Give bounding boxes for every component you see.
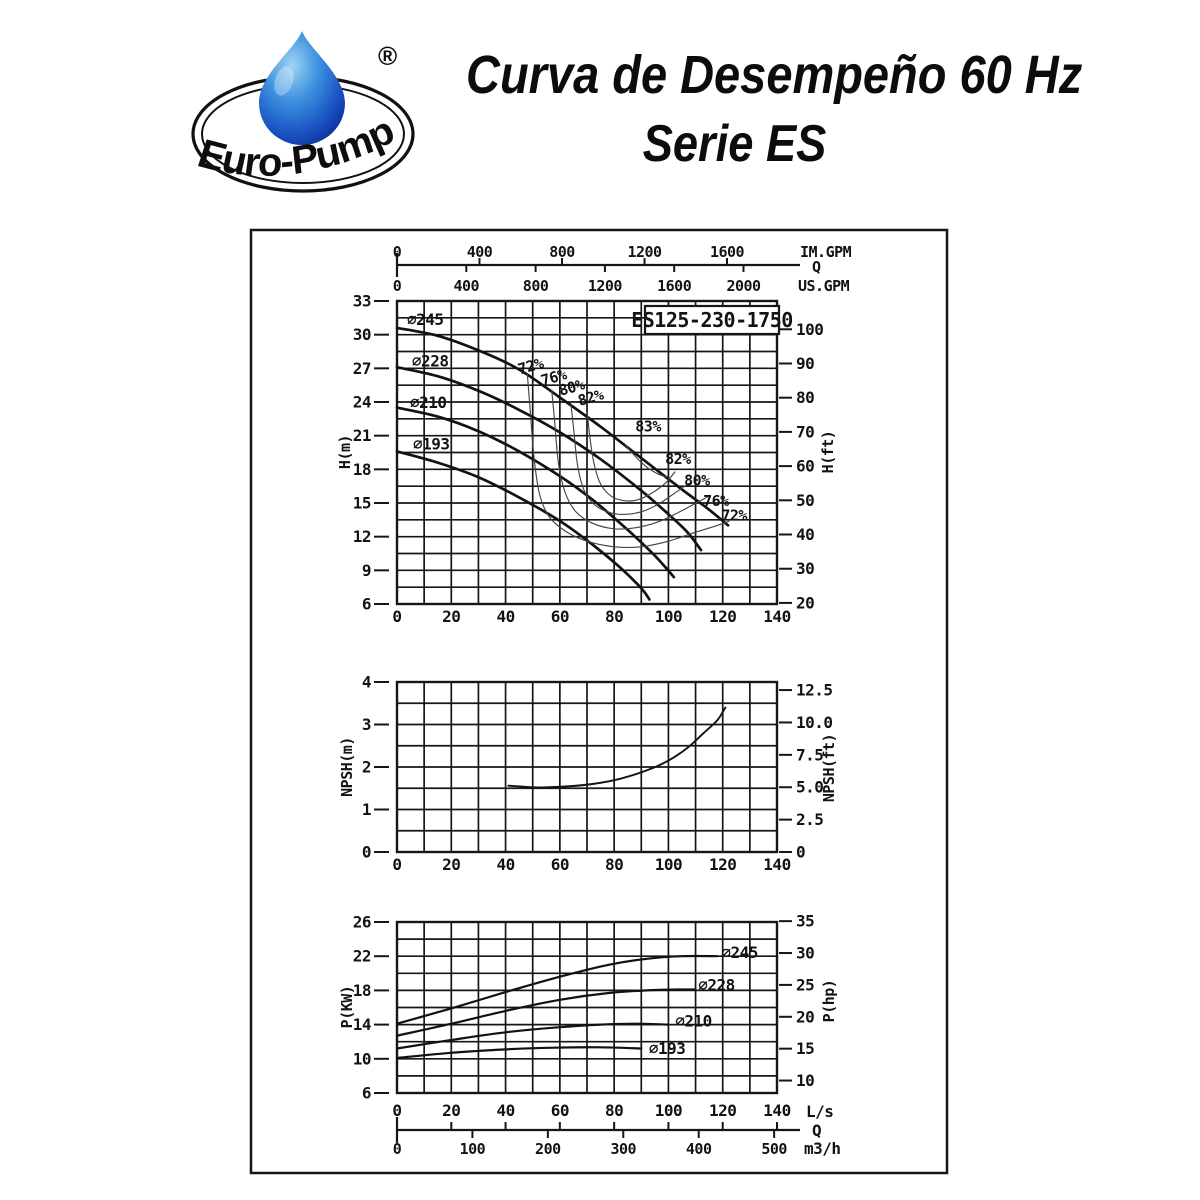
curve-label: ∅245: [721, 943, 758, 963]
right-axis-tick-label: 90: [796, 353, 815, 373]
right-axis-tick-label: 12.5: [796, 680, 833, 700]
efficiency-label: 76%: [538, 365, 569, 390]
right-axis-tick-label: 100: [796, 319, 824, 339]
m3h-tick-label: 200: [535, 1140, 561, 1158]
ls-axis-label: L/s: [806, 1102, 834, 1121]
x-axis-tick-label: 120: [709, 607, 737, 626]
x-axis-tick-label: 80: [605, 1101, 624, 1120]
x-axis-tick-label: 100: [654, 1101, 683, 1120]
curve-label: ∅210: [675, 1011, 712, 1031]
im-gpm-axis-label: IM.GPM: [800, 243, 852, 261]
x-axis-tick-label: 140: [763, 1101, 791, 1120]
m3h-tick-label: 400: [685, 1140, 712, 1158]
im-gpm-tick-label: 1200: [627, 243, 662, 261]
left-axis-tick-label: 24: [352, 392, 371, 412]
right-axis-tick-label: 20: [796, 1007, 815, 1027]
left-axis-tick-label: 3: [361, 715, 371, 734]
left-axis-tick-label: 2: [361, 757, 371, 777]
efficiency-label: 76%: [703, 491, 729, 510]
im-gpm-tick-label: 0: [392, 243, 402, 261]
efficiency-contour-82%: [587, 411, 675, 501]
left-axis-tick-label: 21: [352, 426, 371, 446]
right-axis-tick-label: 7.5: [796, 745, 824, 765]
im-gpm-tick-label: 400: [466, 243, 493, 261]
right-axis-tick-label: 60: [796, 456, 815, 476]
right-axis-tick-label: 15: [796, 1039, 815, 1059]
x-axis-tick-label: 120: [709, 1101, 737, 1120]
us-gpm-axis-label: US.GPM: [798, 277, 850, 295]
x-axis-tick-label: 60: [550, 1101, 569, 1120]
left-axis-tick-label: 10: [352, 1049, 371, 1069]
right-axis-tick-label: 20: [796, 593, 815, 613]
x-axis-tick-label: 0: [392, 855, 402, 874]
x-axis-tick-label: 0: [392, 607, 402, 626]
im-gpm-tick-label: 1600: [709, 243, 745, 261]
left-axis-tick-label: 9: [361, 560, 371, 580]
us-gpm-tick-label: 2000: [726, 277, 761, 295]
us-gpm-tick-label: 400: [453, 277, 480, 295]
curve-∅193: [397, 451, 649, 599]
registered-trademark: ®: [378, 41, 398, 71]
right-axis-tick-label: 25: [796, 975, 815, 995]
left-axis-tick-label: 33: [352, 291, 371, 311]
efficiency-label: 83%: [635, 417, 661, 436]
us-gpm-tick-label: 800: [522, 277, 549, 295]
m3h-tick-label: 100: [459, 1140, 486, 1158]
m3h-tick-label: 500: [761, 1140, 787, 1158]
left-axis-tick-label: 14: [352, 1015, 371, 1035]
efficiency-label: 80%: [684, 471, 710, 490]
left-axis-tick-label: 15: [352, 493, 371, 513]
left-axis-tick-label: 18: [352, 459, 371, 479]
efficiency-label: 72%: [515, 354, 546, 379]
curve-label: ∅193: [413, 434, 450, 454]
left-axis-tick-label: 26: [352, 912, 371, 932]
left-axis-tick-label: 0: [361, 842, 371, 862]
x-axis-tick-label: 60: [550, 855, 569, 874]
left-axis-tick-label: 6: [361, 594, 371, 614]
brand-name: Euro-Pump: [192, 108, 400, 186]
right-axis-tick-label: 80: [796, 388, 815, 408]
m3h-tick-label: 0: [392, 1140, 402, 1158]
right-axis-tick-label: 10: [796, 1071, 815, 1091]
curve-label: ∅210: [410, 393, 447, 413]
x-axis-tick-label: 40: [496, 607, 515, 626]
m3h-axis-label: m3/h: [804, 1139, 841, 1158]
x-axis-tick-label: 80: [605, 607, 624, 626]
right-axis-tick-label: 40: [796, 525, 815, 545]
x-axis-tick-label: 20: [442, 855, 461, 874]
npsh-ft-axis-label: NPSH(ft): [820, 733, 838, 803]
right-axis-tick-label: 30: [796, 559, 815, 579]
curve-label: ∅228: [698, 975, 735, 995]
x-axis-tick-label: 120: [709, 855, 737, 874]
right-axis-tick-label: 30: [796, 943, 815, 963]
right-axis-tick-label: 35: [796, 911, 815, 931]
left-axis-tick-label: 27: [352, 358, 371, 378]
head-ft-axis-label: H(ft): [819, 430, 837, 474]
curve-∅210: [397, 408, 674, 577]
x-axis-tick-label: 140: [763, 607, 791, 626]
x-axis-tick-label: 20: [442, 1101, 461, 1120]
curve-label: ∅245: [407, 310, 444, 330]
q-axis-label-bottom: Q: [812, 1121, 822, 1140]
efficiency-label: 82%: [665, 450, 691, 469]
us-gpm-tick-label: 0: [392, 277, 402, 295]
left-axis-tick-label: 12: [352, 527, 371, 547]
left-axis-tick-label: 22: [352, 946, 371, 966]
m3h-tick-label: 300: [610, 1140, 637, 1158]
im-gpm-tick-label: 800: [549, 243, 575, 261]
efficiency-label: 72%: [721, 506, 747, 525]
right-axis-tick-label: 0: [796, 842, 806, 862]
x-axis-tick-label: 100: [654, 607, 683, 626]
left-axis-tick-label: 30: [352, 325, 371, 345]
x-axis-tick-label: 40: [496, 1101, 515, 1120]
right-axis-tick-label: 5.0: [796, 777, 824, 797]
us-gpm-tick-label: 1600: [657, 277, 692, 295]
curve-NPSH: [508, 708, 725, 788]
npsh-m-axis-label: NPSH(m): [338, 737, 356, 797]
right-axis-tick-label: 50: [796, 490, 815, 510]
curve-∅193: [397, 1047, 641, 1058]
left-axis-tick-label: 18: [352, 980, 371, 1000]
right-axis-tick-label: 70: [796, 422, 815, 442]
curve-label: ∅228: [411, 351, 449, 371]
page-subtitle: Serie ES: [643, 115, 827, 173]
curve-label: ∅193: [648, 1038, 686, 1058]
x-axis-tick-label: 100: [654, 855, 683, 874]
x-axis-tick-label: 60: [550, 607, 569, 626]
left-axis-tick-label: 4: [361, 672, 371, 692]
right-axis-tick-label: 10.0: [796, 712, 833, 732]
x-axis-tick-label: 0: [392, 1101, 402, 1120]
x-axis-tick-label: 40: [496, 855, 515, 874]
power-hp-axis-label: P(hp): [820, 979, 838, 1023]
x-axis-tick-label: 20: [442, 607, 461, 626]
x-axis-tick-label: 80: [605, 855, 624, 874]
left-axis-tick-label: 6: [361, 1083, 371, 1103]
right-axis-tick-label: 2.5: [796, 810, 824, 830]
q-axis-label-top: Q: [812, 258, 821, 276]
power-kw-axis-label: P(KW): [338, 985, 356, 1029]
model-label: ES125-230-1750: [631, 308, 793, 332]
left-axis-tick-label: 1: [361, 800, 371, 819]
us-gpm-tick-label: 1200: [587, 277, 622, 295]
x-axis-tick-label: 140: [763, 855, 791, 874]
efficiency-label: 82%: [575, 385, 606, 410]
efficiency-label: 80%: [556, 375, 587, 400]
head-m-axis-label: H(m): [336, 434, 354, 470]
page-title: Curva de Desempeño 60 Hz: [466, 45, 1083, 105]
